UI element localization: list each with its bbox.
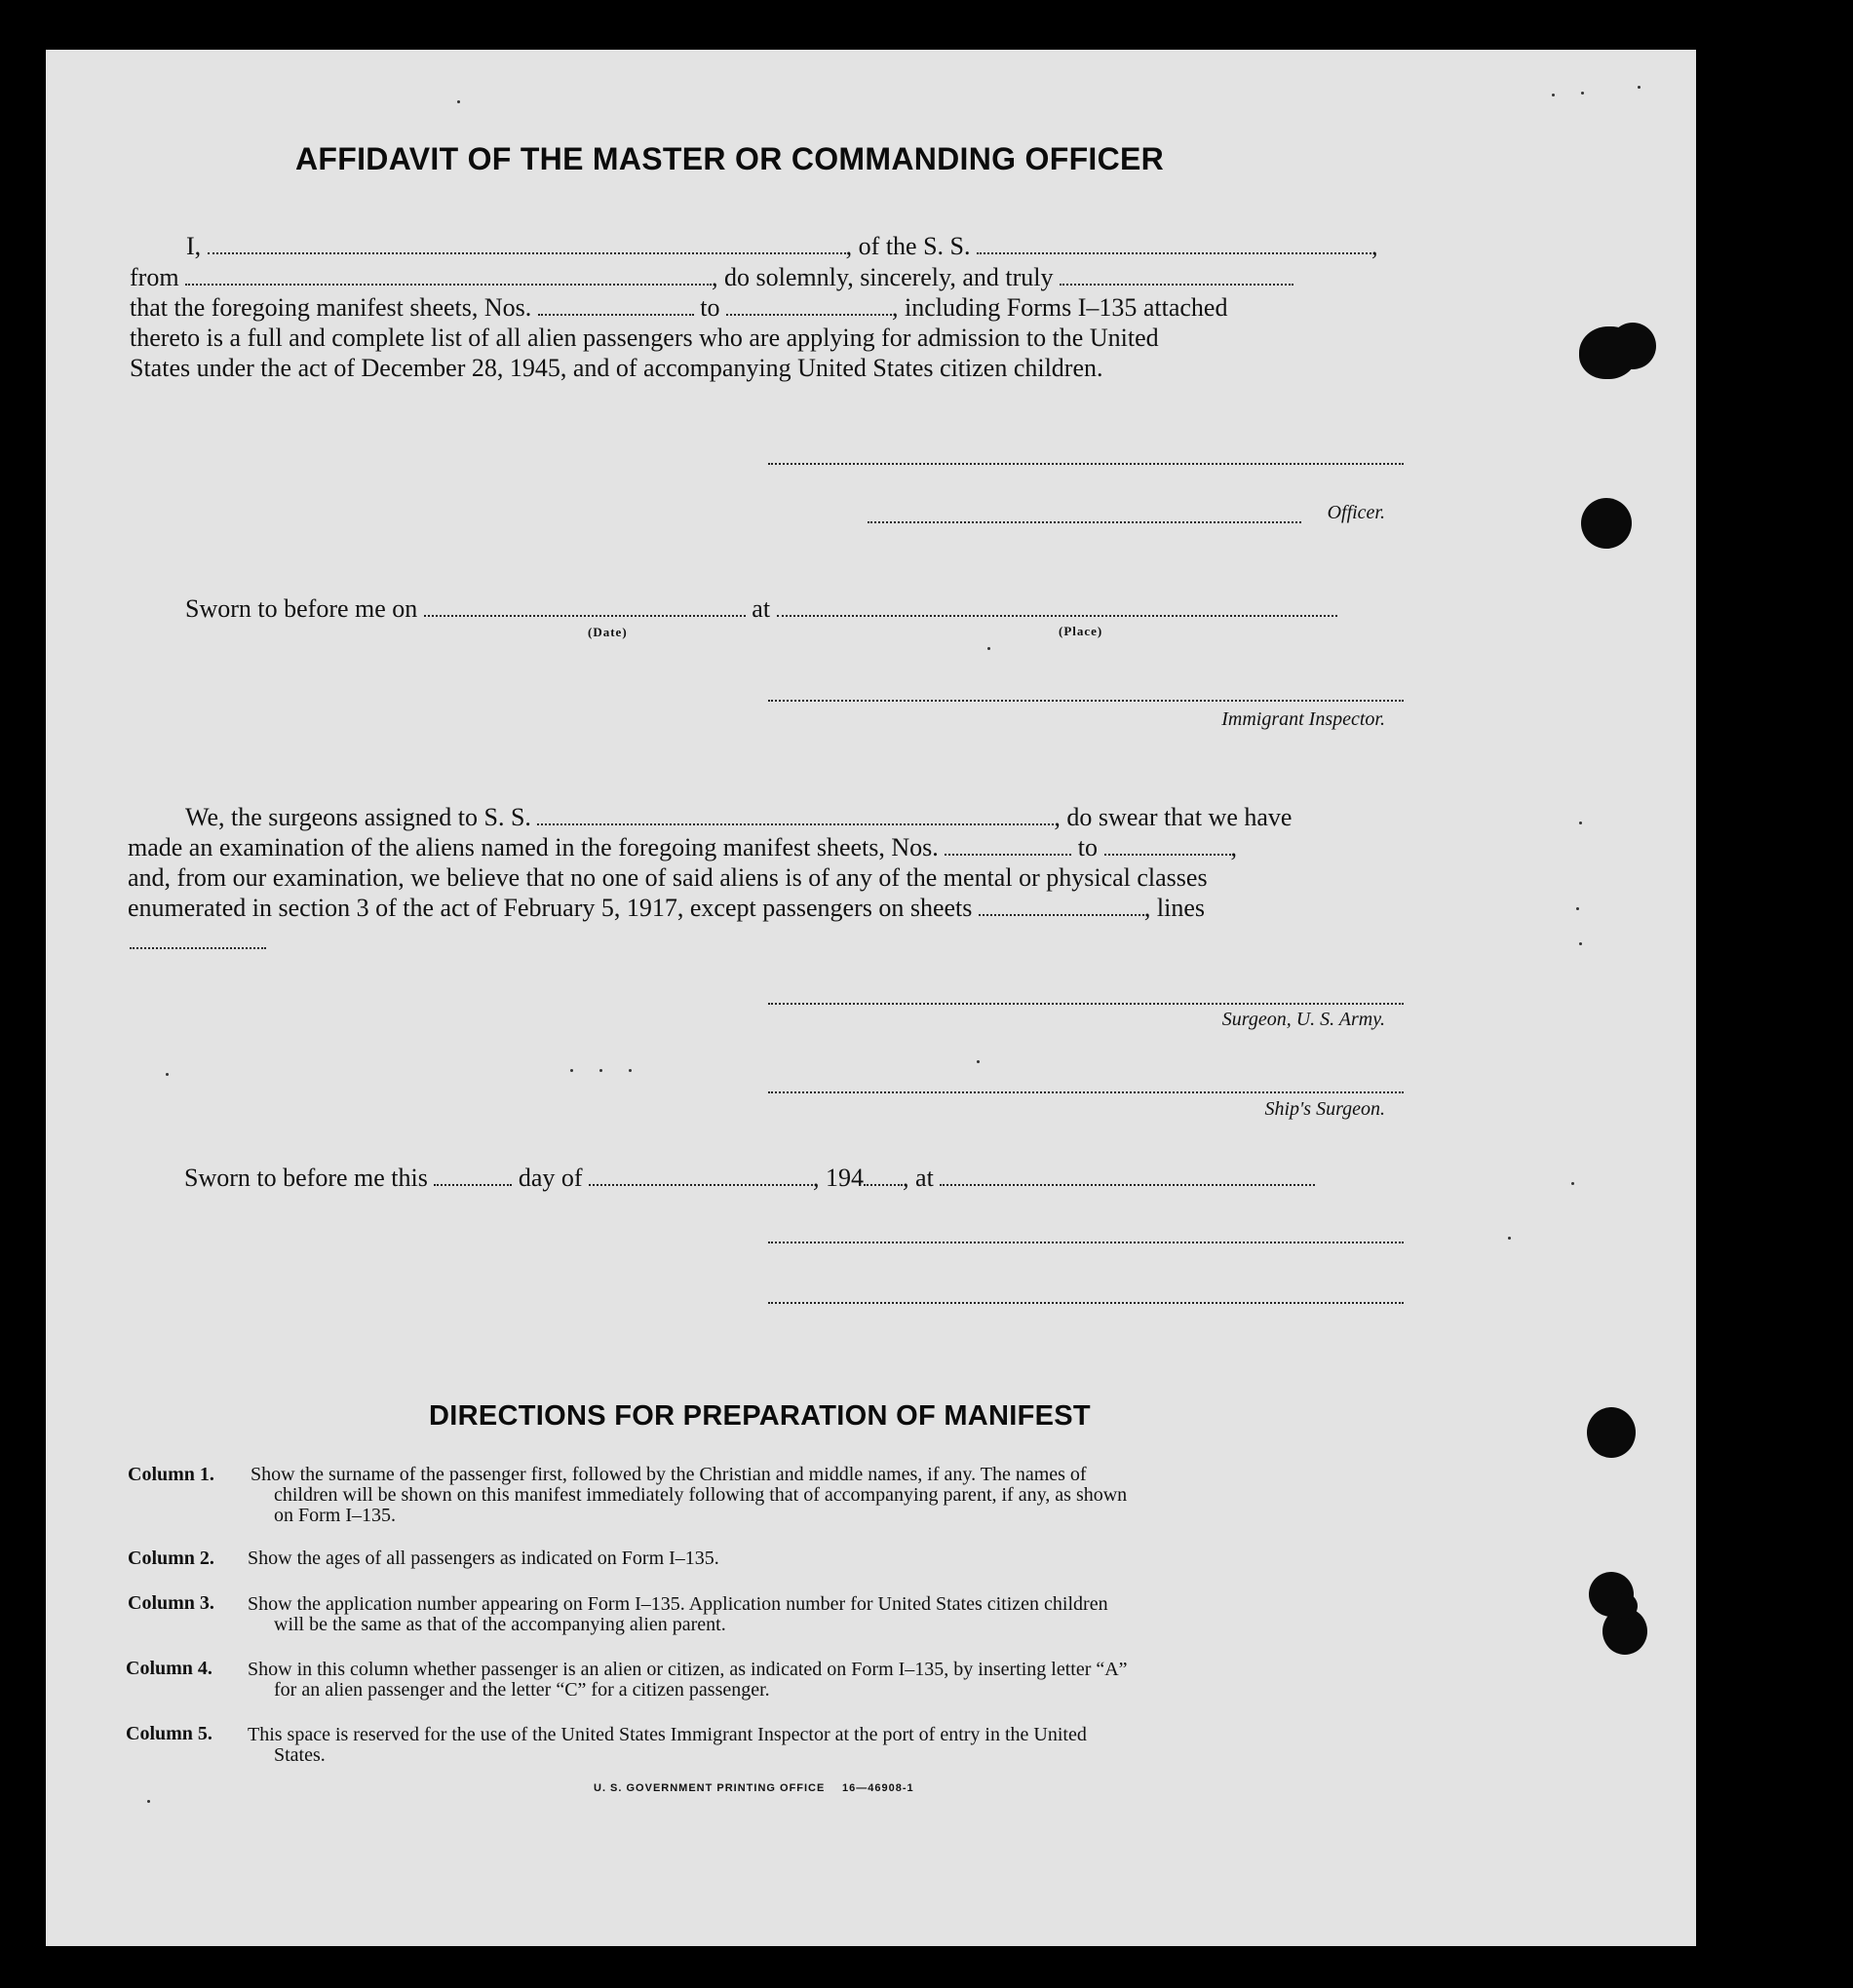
officer-signature-line-1[interactable] xyxy=(768,463,1404,465)
sworn2-at-label: , at xyxy=(903,1164,934,1192)
sworn-at-label: at xyxy=(752,594,771,623)
column-1-text-2: children will be shown on this manifest immediately following that of accompanying parent, if any, as shown xyxy=(274,1484,1128,1506)
column-5-text-1: This space is reserved for the use of the United States Immigrant Inspector at the port of entry in the United xyxy=(248,1724,1087,1745)
speck xyxy=(599,1069,602,1072)
column-1-text-1: Show the surname of the passenger first, followed by the Christian and middle names, if any. The names of xyxy=(251,1464,1087,1485)
sworn-on-label: Sworn to before me on xyxy=(185,594,418,623)
ship-surgeon-signature-line[interactable] xyxy=(768,1091,1404,1093)
affidavit-line-1 xyxy=(186,231,1378,261)
officer-caption: Officer. xyxy=(1327,502,1385,523)
surgeons-line-1 xyxy=(185,802,1292,832)
army-surgeon-signature-line[interactable] xyxy=(768,1003,1404,1005)
speck xyxy=(147,1800,150,1803)
sworn-place-field[interactable] xyxy=(777,595,1337,617)
column-5-label: Column 5. xyxy=(126,1723,212,1744)
column-2-label: Column 2. xyxy=(128,1548,214,1569)
column-4-text-2: for an alien passenger and the letter “C” for a citizen passenger. xyxy=(274,1679,770,1701)
speck xyxy=(570,1069,573,1072)
master-name-field[interactable] xyxy=(208,233,846,254)
punch-hole xyxy=(1609,323,1656,369)
punch-hole xyxy=(1581,498,1632,549)
surgeons-line-3: and, from our examination, we believe that no one of said aliens is of any of the mental or physical classes xyxy=(128,863,1208,892)
sworn-this-label: Sworn to before me this xyxy=(184,1164,428,1192)
column-4-text-1: Show in this column whether passenger is an alien or citizen, as indicated on Form I–135, by inserting letter “A” xyxy=(248,1659,1128,1680)
sworn-date-field[interactable] xyxy=(424,595,746,617)
including-label: , including Forms I–135 attached xyxy=(892,293,1228,322)
ship-surgeon-caption: Ship's Surgeon. xyxy=(1264,1098,1385,1120)
column-3-text-2: will be the same as that of the accompanying alien parent. xyxy=(274,1614,726,1635)
punch-hole xyxy=(1612,1593,1638,1619)
nos-label: that the foregoing manifest sheets, Nos. xyxy=(130,293,532,322)
speck xyxy=(629,1069,632,1072)
sworn-line-2 xyxy=(184,1163,1315,1193)
of-ss-label: , of the S. S. xyxy=(845,232,971,260)
speck xyxy=(457,100,460,103)
speck xyxy=(1552,94,1555,96)
speck xyxy=(1571,1182,1574,1185)
column-5-text-2: States. xyxy=(274,1744,326,1766)
army-surgeon-caption: Surgeon, U. S. Army. xyxy=(1221,1009,1385,1030)
affidavit-title: AFFIDAVIT OF THE MASTER OR COMMANDING OFFICER xyxy=(295,141,1165,176)
place-caption: (Place) xyxy=(1059,624,1103,638)
sworn2-signature-line-2[interactable] xyxy=(768,1302,1404,1304)
sworn-line-1 xyxy=(185,593,1337,624)
sheet-from-field[interactable] xyxy=(538,294,694,316)
speck xyxy=(1508,1237,1511,1240)
speck xyxy=(1581,92,1584,95)
truly-field[interactable] xyxy=(1060,264,1293,286)
date-caption: (Date) xyxy=(588,625,628,639)
surgeons-assigned-label: We, the surgeons assigned to S. S. xyxy=(185,803,531,831)
affidavit-line-5: States under the act of December 28, 1945, and of accompanying United States citizen children. xyxy=(130,354,1103,382)
affidavit-line-3 xyxy=(130,292,1227,323)
comma-label: , xyxy=(1371,232,1378,260)
sheet-to-field[interactable] xyxy=(726,294,892,316)
from-label: from xyxy=(130,263,179,291)
column-4-label: Column 4. xyxy=(126,1658,212,1679)
solemnly-label: , do solemnly, sincerely, and truly xyxy=(712,263,1054,291)
enumerated-label: enumerated in section 3 of the act of February 5, 1917, except passengers on sheets xyxy=(128,894,973,922)
lines-label: , lines xyxy=(1143,894,1206,922)
except-sheets-field[interactable] xyxy=(979,895,1144,916)
column-3-text-1: Show the application number appearing on Form I–135. Application number for United States citizen children xyxy=(248,1593,1108,1615)
sworn-year-field[interactable] xyxy=(864,1165,903,1186)
sworn-month-field[interactable] xyxy=(589,1165,813,1186)
lines-field[interactable] xyxy=(130,947,266,949)
affidavit-line-4: thereto is a full and complete list of all alien passengers who are applying for admission to the United xyxy=(130,324,1159,352)
examination-label: made an examination of the aliens named in the foregoing manifest sheets, Nos. xyxy=(128,833,939,861)
inspector-signature-line[interactable] xyxy=(768,700,1404,702)
directions-title: DIRECTIONS FOR PREPARATION OF MANIFEST xyxy=(429,1400,1091,1432)
form-number: 16—46908-1 xyxy=(842,1782,914,1794)
inspector-caption: Immigrant Inspector. xyxy=(1221,708,1385,730)
surgeons-line-4 xyxy=(128,893,1205,923)
speck xyxy=(1579,822,1582,824)
sworn2-place-field[interactable] xyxy=(940,1165,1315,1186)
swear-label: , do swear that we have xyxy=(1054,803,1293,831)
affidavit-line-2 xyxy=(130,262,1293,292)
surgeons-line-2 xyxy=(128,832,1237,862)
from-port-field[interactable] xyxy=(185,264,712,286)
sworn2-signature-line-1[interactable] xyxy=(768,1242,1404,1243)
speck xyxy=(977,1060,980,1063)
ship-name-field[interactable] xyxy=(977,233,1371,254)
form-page xyxy=(46,50,1696,1946)
speck xyxy=(166,1073,169,1076)
speck xyxy=(1638,86,1641,89)
printer-imprint: U. S. GOVERNMENT PRINTING OFFICE xyxy=(594,1782,826,1794)
exam-sheet-from-field[interactable] xyxy=(945,834,1071,856)
speck xyxy=(987,647,990,650)
exam-comma-label: , xyxy=(1230,833,1237,861)
punch-hole xyxy=(1587,1407,1636,1458)
column-1-label: Column 1. xyxy=(128,1464,214,1485)
surgeons-ship-field[interactable] xyxy=(537,804,1054,825)
affidavit-i-label: I, xyxy=(186,232,202,260)
officer-signature-line-2[interactable] xyxy=(868,521,1301,523)
column-2-text-1: Show the ages of all passengers as indicated on Form I–135. xyxy=(248,1548,719,1569)
day-of-label: day of xyxy=(518,1164,583,1192)
exam-to-label: to xyxy=(1077,833,1098,861)
exam-sheet-to-field[interactable] xyxy=(1104,834,1231,856)
column-1-text-3: on Form I–135. xyxy=(274,1505,396,1526)
to-label: to xyxy=(700,293,720,322)
sworn-day-field[interactable] xyxy=(434,1165,512,1186)
column-3-label: Column 3. xyxy=(128,1592,214,1614)
speck xyxy=(1576,907,1579,910)
year-label: , 194 xyxy=(813,1164,865,1192)
speck xyxy=(1579,942,1582,945)
